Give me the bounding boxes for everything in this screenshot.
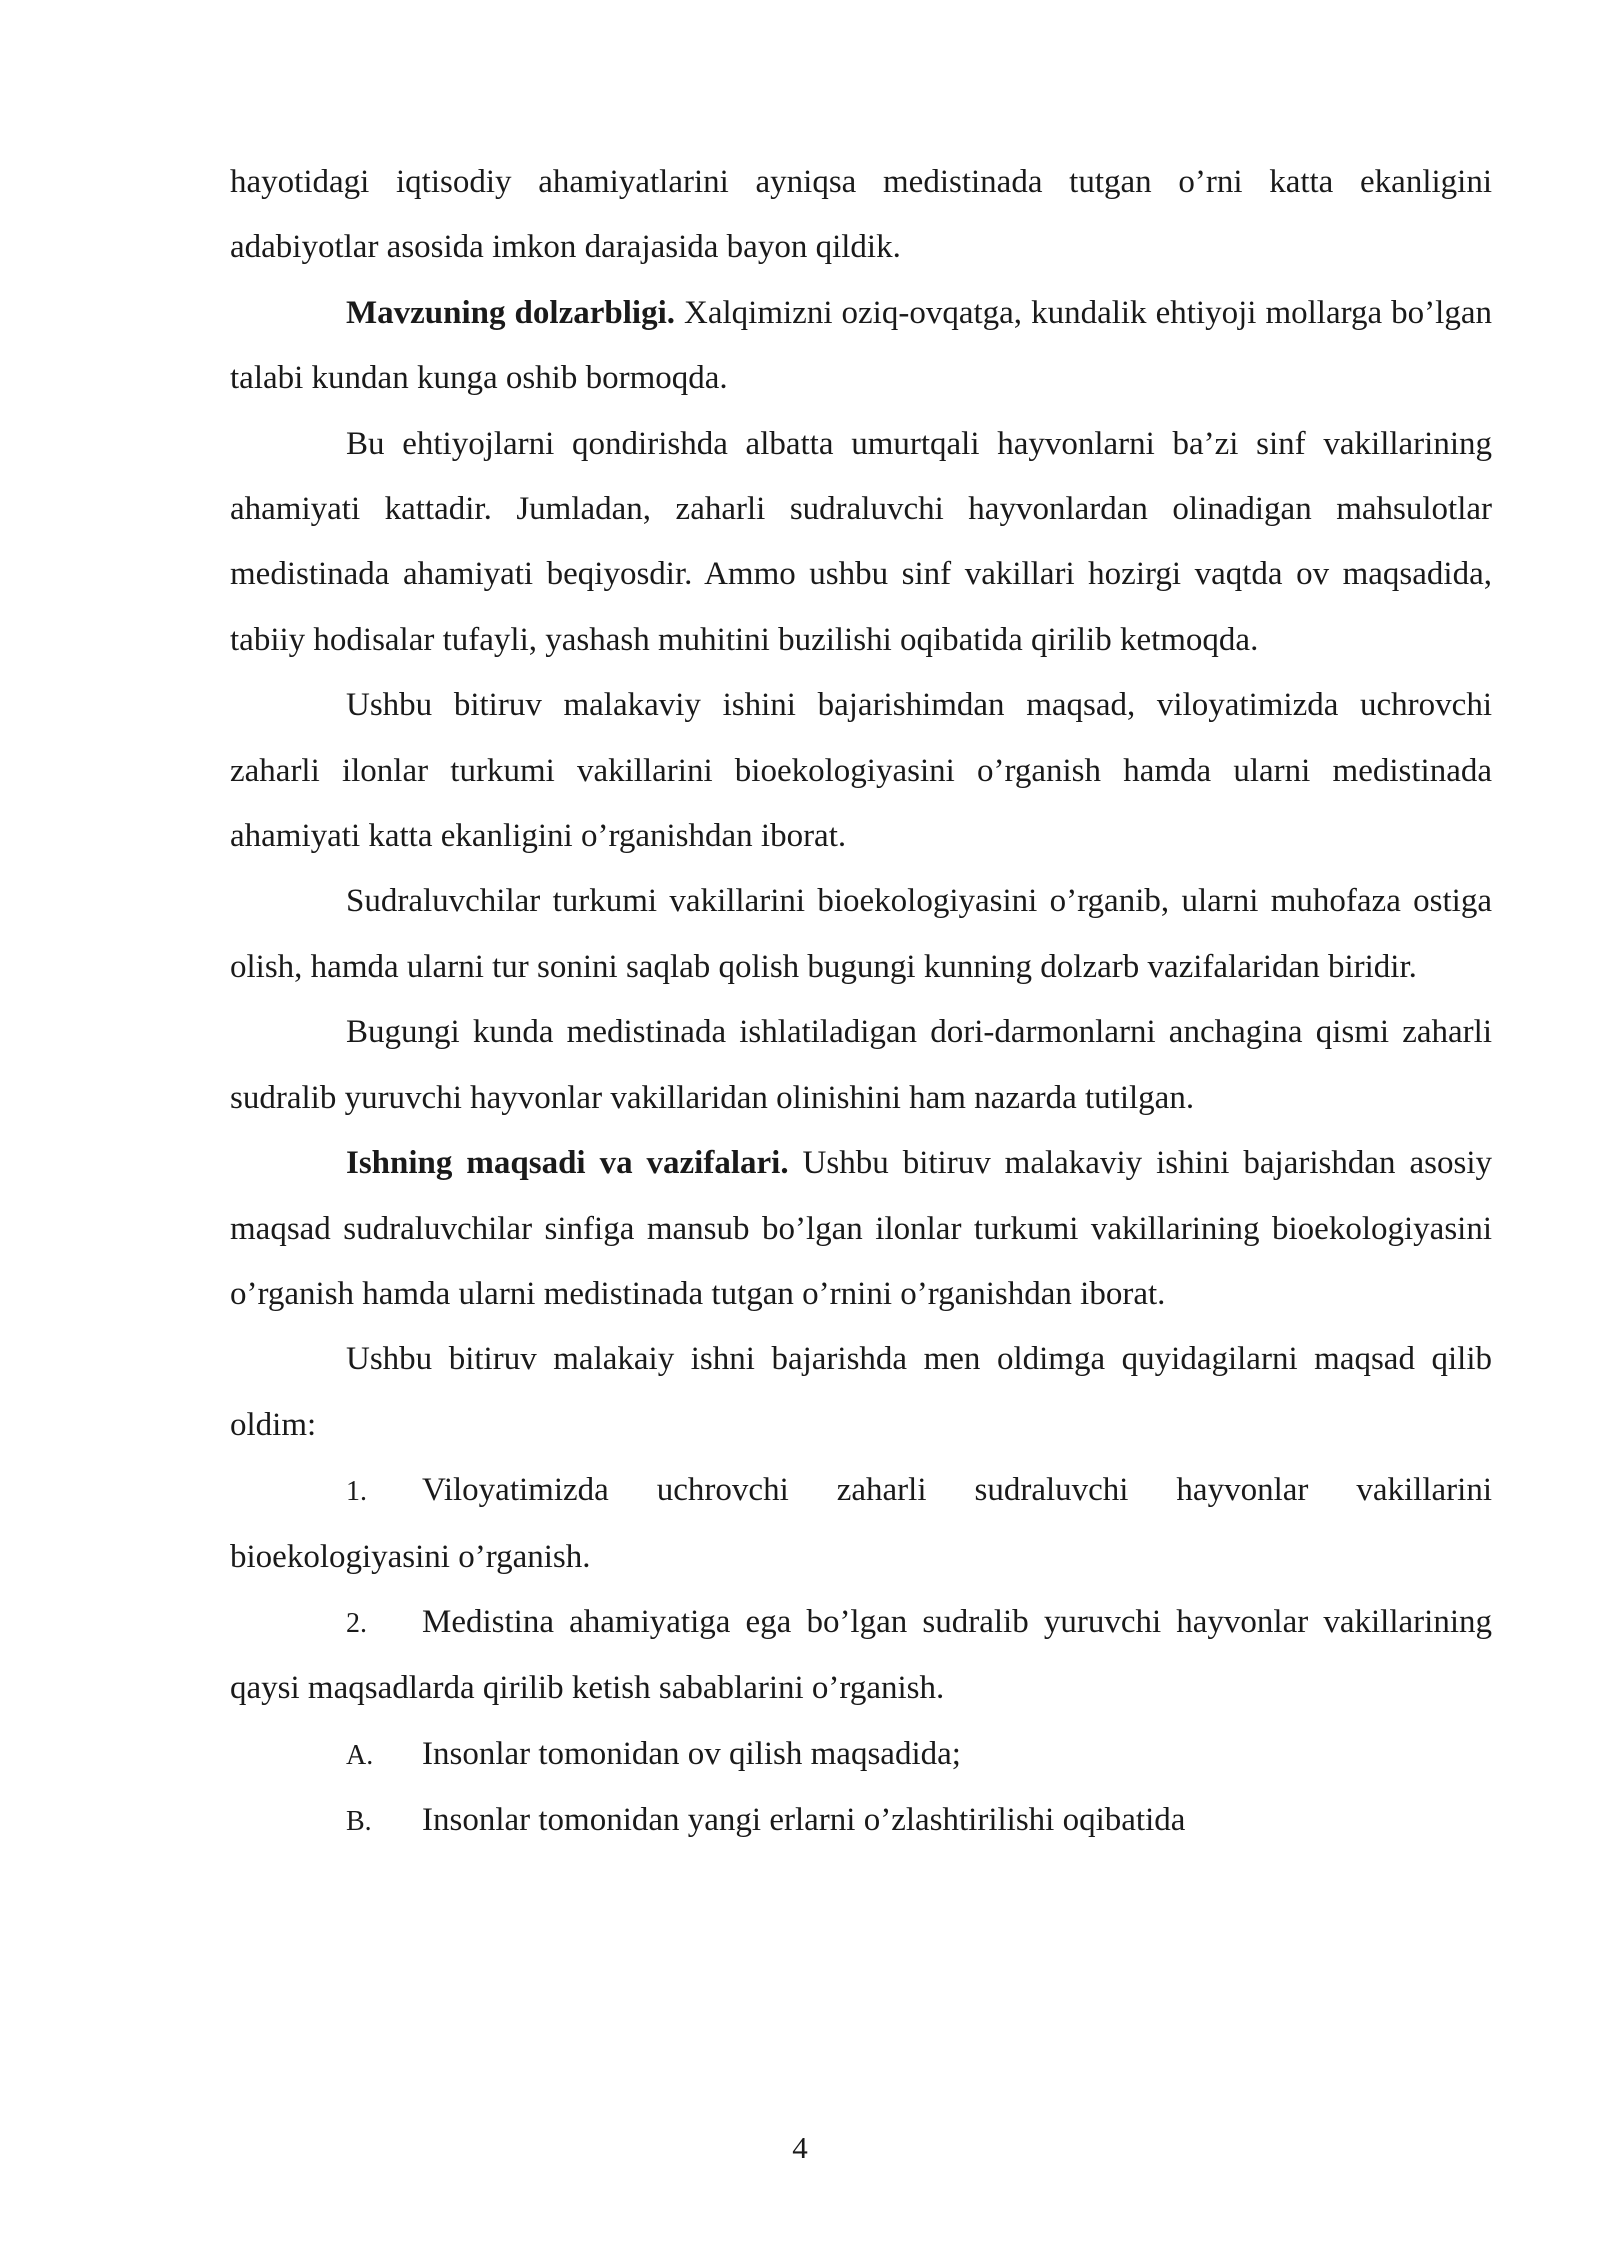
document-page [230, 150, 1492, 1855]
paragraph-continuation: hayotidagi iqtisodiy ahamiyatlarini ayniqsa medistinada tutgan o’rni katta ekanligini adabiyotlar asosida imkon darajasida bayon qildik. [230, 164, 1492, 266]
list-marker: 2. [346, 1607, 367, 1639]
list-item [230, 1590, 1492, 1722]
paragraph-protection: Sudraluvchilar turkumi vakillarini bioekologiyasini o’rganib, ularni muhofaza ostiga olish, hamda ularni tur sonini saqlab qolish bugungi kunning dolzarb vazifalaridan biridir. [230, 883, 1492, 985]
paragraph-goals [230, 1131, 1492, 1327]
paragraph-purpose: Ushbu bitiruv malakaviy ishini bajarishimdan maqsad, viloyatimizda uchrovchi zaharli ilonlar turkumi vakillarini bioekologiyasini o’rganish hamda ularni medistinada ahamiyati katta ekanligini o’rganishdan iborat. [230, 687, 1492, 855]
paragraph-goals-text: Ushbu bitiruv malakaviy ishini bajarishdan asosiy maqsad sudraluvchilar sinfiga mansub bo’lgan ilonlar turkumi vakillarining bioekologiyasini o’rganish hamda ularni medistinada tutgan o’rnini o’rganishdan iborat. [230, 1145, 1492, 1312]
paragraph-relevance [230, 281, 1492, 412]
list-item [230, 1458, 1492, 1590]
paragraph-needs: Bu ehtiyojlarni qondirishda albatta umurtqali hayvonlarni ba’zi sinf vakillarining ahamiyati kattadir. Jumladan, zaharli sudraluvchi hayvonlardan olinadigan mahsulotlar medistinada ahamiyati beqiyosdir. Ammo ushbu sinf vakillari hozirgi vaqtda ov maqsadida, tabiiy hodisalar tufayli, yashash muhitini buzilishi oqibatida qirilib ketmoqda. [230, 425, 1492, 658]
paragraph-tasks-intro: Ushbu bitiruv malakaiy ishni bajarishda men oldimga quyidagilarni maqsad qilib oldim: [230, 1341, 1492, 1443]
list-item-text: Insonlar tomonidan ov qilish maqsadida; [422, 1735, 961, 1772]
list-item [230, 1722, 1492, 1788]
list-item-text: Medistina ahamiyatiga ega bo’lgan sudralib yuruvchi hayvonlar vakillarining qaysi maqsadlarda qirilib ketish sabablarini o’rganish. [230, 1603, 1492, 1707]
list-item [230, 1788, 1492, 1854]
list-marker: A. [346, 1739, 374, 1771]
list-item-text: Viloyatimizda uchrovchi zaharli sudraluvchi hayvonlar vakillarini bioekologiyasini o’rganish. [230, 1472, 1492, 1575]
paragraph-relevance-text: Xalqimizni oziq-ovqatga, kundalik ehtiyoji mollarga bo’lgan talabi kundan kunga oshib bormoqda. [230, 294, 1492, 397]
paragraph-medicine: Bugungi kunda medistinada ishlatiladigan dori-darmonlarni anchagina qismi zaharli sudralib yuruvchi hayvonlar vakillaridan olinishini ham nazarda tutilgan. [230, 1014, 1492, 1116]
page-number: 4 [792, 2130, 808, 2165]
heading-goals: Ishning maqsadi va vazifalari. [346, 1145, 789, 1182]
list-marker: B. [346, 1806, 372, 1838]
list-marker: 1. [346, 1476, 367, 1508]
heading-relevance: Mavzuning dolzarbligi. [346, 294, 675, 331]
list-item-text: Insonlar tomonidan yangi erlarni o’zlashtirilishi oqibatida [422, 1802, 1186, 1839]
